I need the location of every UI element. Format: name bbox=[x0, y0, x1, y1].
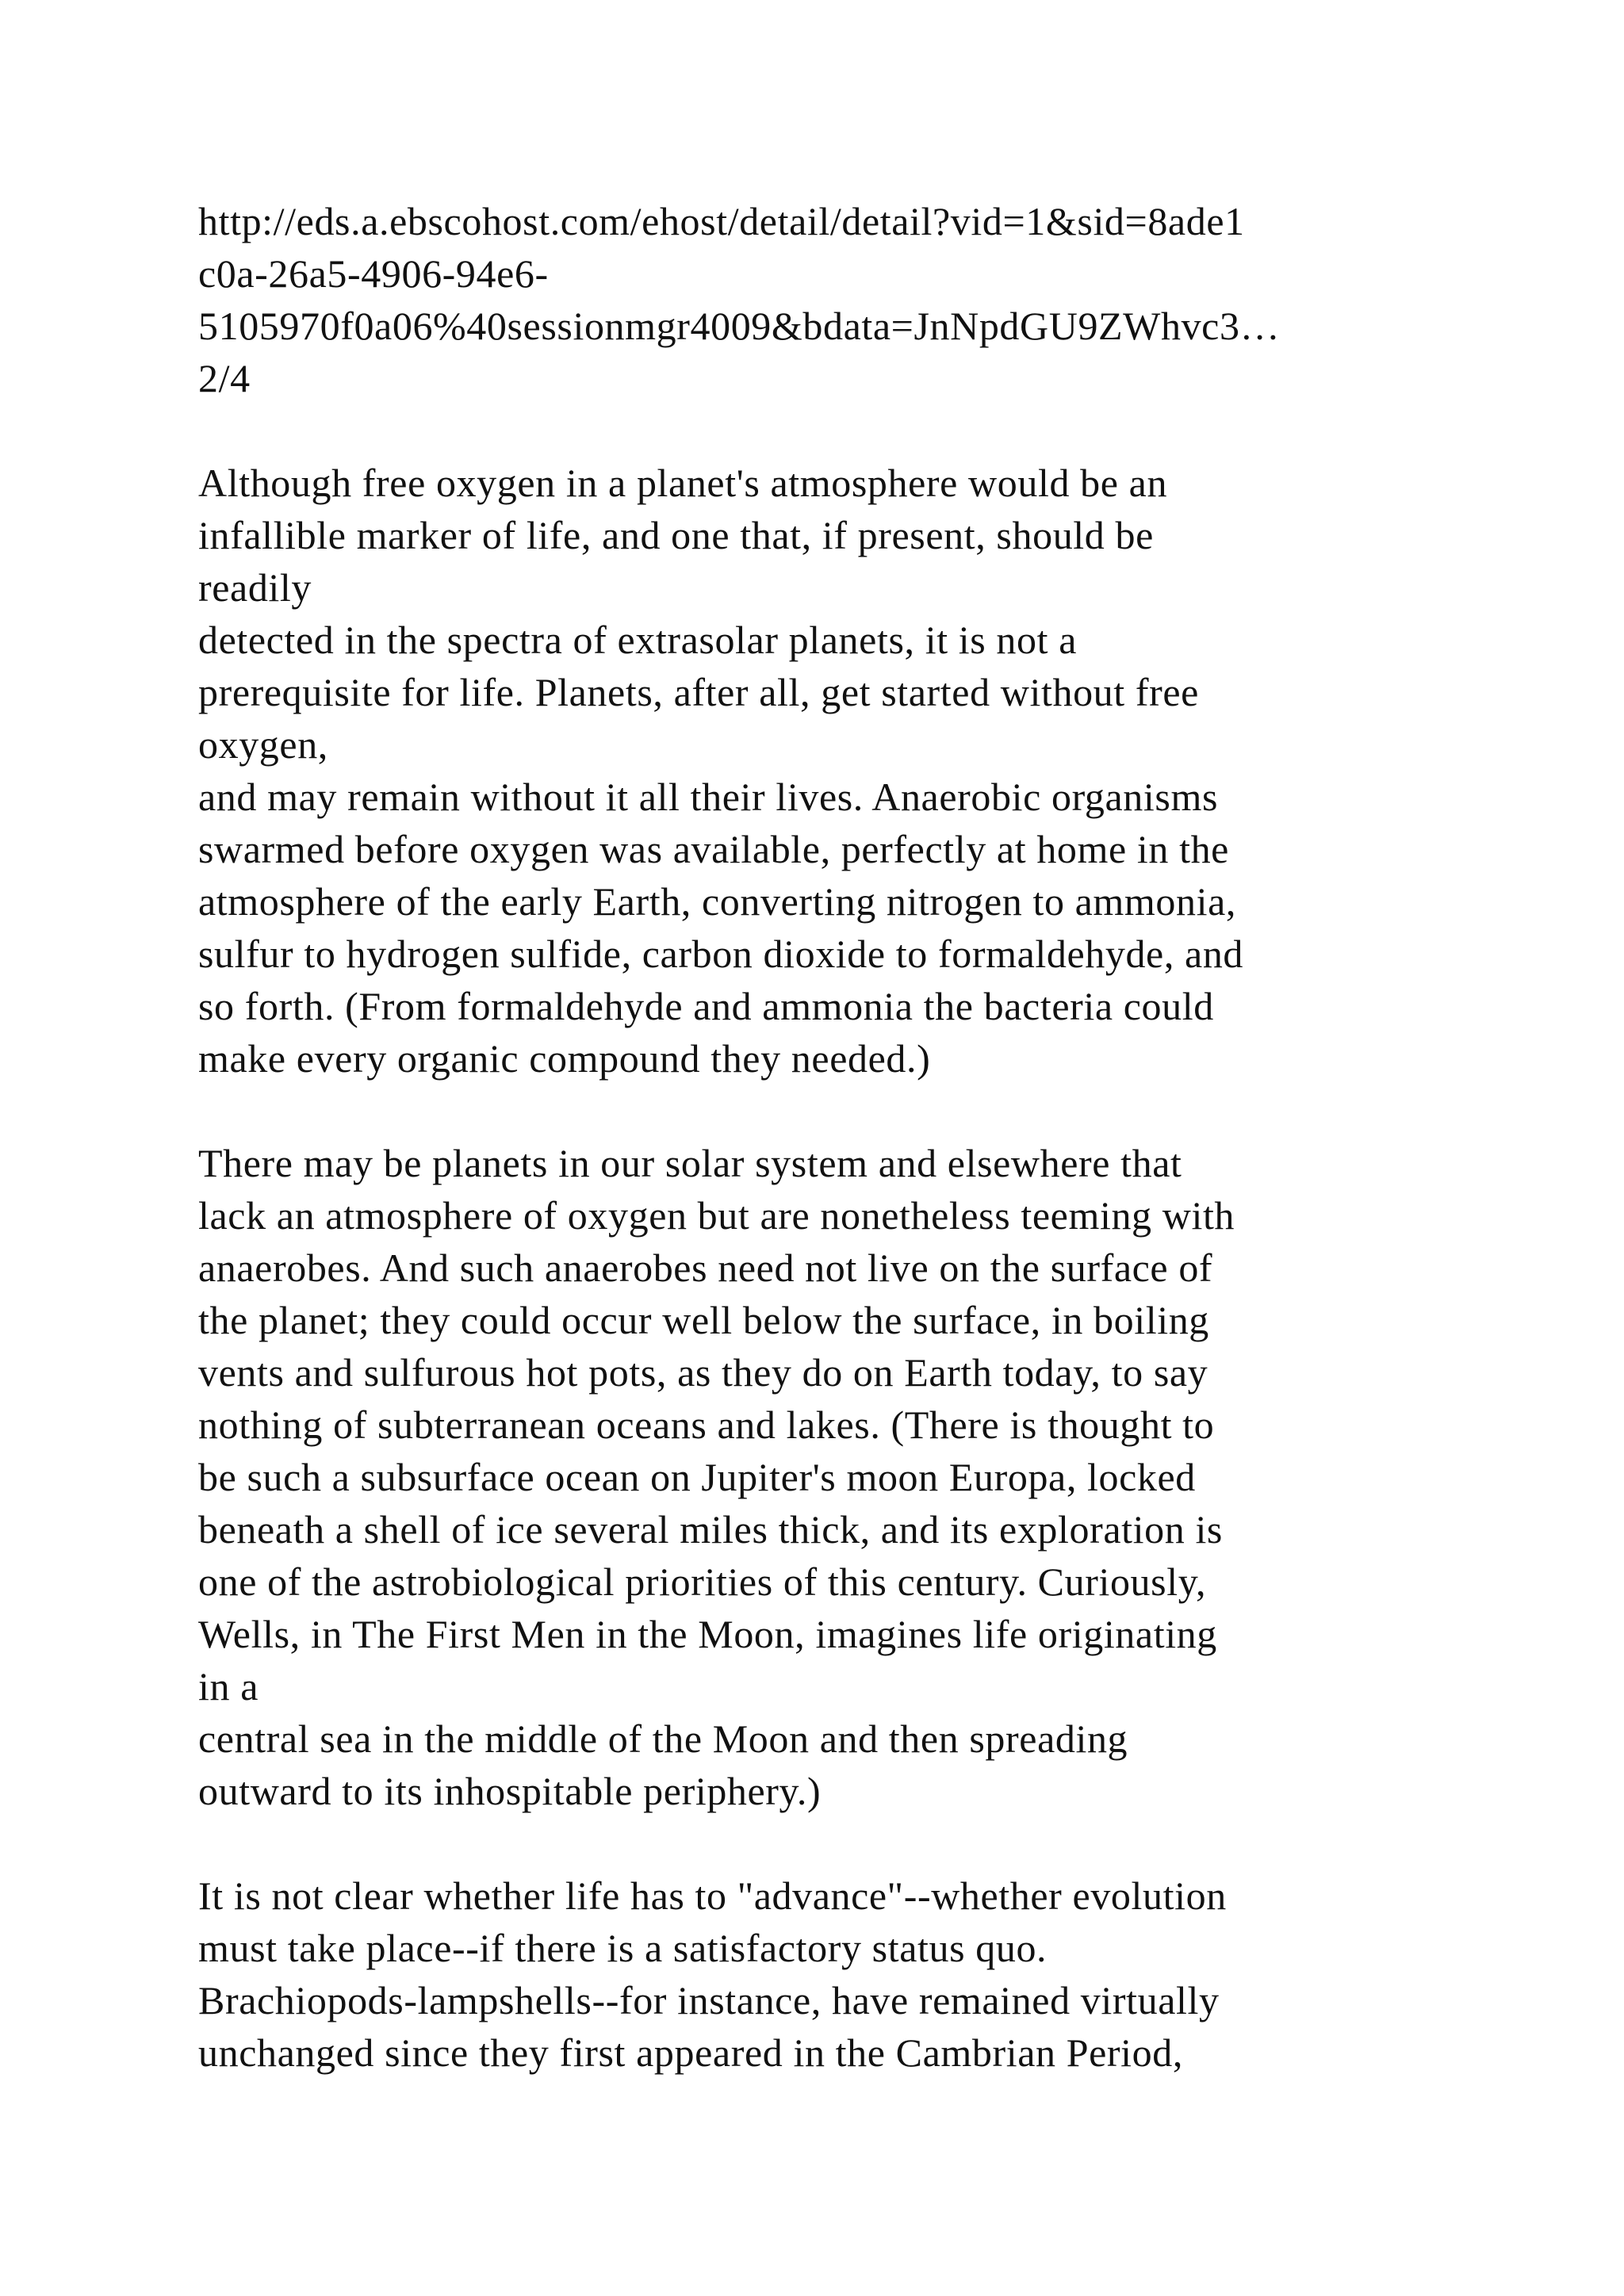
paragraph-oxygen bbox=[198, 457, 1435, 1085]
text-line: vents and sulfurous hot pots, as they do on Earth today, to say bbox=[198, 1350, 1208, 1395]
text-line: must take place--if there is a satisfactory status quo. bbox=[198, 1926, 1048, 1970]
text-line: unchanged since they first appeared in the Cambrian Period, bbox=[198, 2030, 1183, 2075]
text-line: beneath a shell of ice several miles thick, and its exploration is bbox=[198, 1507, 1223, 1552]
text-line: in a bbox=[198, 1664, 259, 1709]
text-line: central sea in the middle of the Moon and then spreading bbox=[198, 1716, 1128, 1761]
text-line: be such a subsurface ocean on Jupiter's moon Europa, locked bbox=[198, 1455, 1196, 1499]
url-line: http://eds.a.ebscohost.com/ehost/detail/detail?vid=1&sid=8ade1 bbox=[198, 199, 1245, 243]
text-line: outward to its inhospitable periphery.) bbox=[198, 1769, 822, 1813]
text-line: atmosphere of the early Earth, converting nitrogen to ammonia, bbox=[198, 879, 1237, 924]
text-line: one of the astrobiological priorities of this century. Curiously, bbox=[198, 1559, 1207, 1604]
text-line: nothing of subterranean oceans and lakes. (There is thought to bbox=[198, 1402, 1215, 1447]
paragraph-anaerobes bbox=[198, 1137, 1435, 1817]
url-line: 5105970f0a06%40sessionmgr4009&bdata=JnNpdGU9ZWhvc3… bbox=[198, 304, 1281, 348]
text-line: so forth. (From formaldehyde and ammonia the bacteria could bbox=[198, 984, 1214, 1028]
text-line: Brachiopods-lampshells--for instance, have remained virtually bbox=[198, 1978, 1220, 2022]
text-line: anaerobes. And such anaerobes need not live on the surface of bbox=[198, 1246, 1213, 1290]
text-line: Although free oxygen in a planet's atmosphere would be an bbox=[198, 461, 1168, 505]
text-line: prerequisite for life. Planets, after all, get started without free bbox=[198, 670, 1199, 714]
text-line: infallible marker of life, and one that, if present, should be bbox=[198, 513, 1154, 557]
text-line: the planet; they could occur well below the surface, in boiling bbox=[198, 1298, 1209, 1342]
url-line: c0a-26a5-4906-94e6- bbox=[198, 251, 549, 296]
text-line: Wells, in The First Men in the Moon, imagines life originating bbox=[198, 1612, 1217, 1656]
text-line: There may be planets in our solar system and elsewhere that bbox=[198, 1141, 1182, 1185]
text-line: readily bbox=[198, 565, 312, 610]
text-line: detected in the spectra of extrasolar planets, it is not a bbox=[198, 618, 1078, 662]
text-line: and may remain without it all their lives. Anaerobic organisms bbox=[198, 775, 1219, 819]
text-line: make every organic compound they needed.) bbox=[198, 1036, 931, 1081]
text-line: oxygen, bbox=[198, 722, 328, 767]
text-line: swarmed before oxygen was available, perfectly at home in the bbox=[198, 827, 1229, 871]
source-url-header bbox=[198, 195, 1435, 404]
page-number: 2/4 bbox=[198, 356, 251, 400]
paragraph-evolution bbox=[198, 1869, 1435, 2079]
text-line: sulfur to hydrogen sulfide, carbon dioxide to formaldehyde, and bbox=[198, 932, 1244, 976]
text-line: It is not clear whether life has to "advance"--whether evolution bbox=[198, 1873, 1227, 1918]
text-line: lack an atmosphere of oxygen but are nonetheless teeming with bbox=[198, 1193, 1235, 1238]
